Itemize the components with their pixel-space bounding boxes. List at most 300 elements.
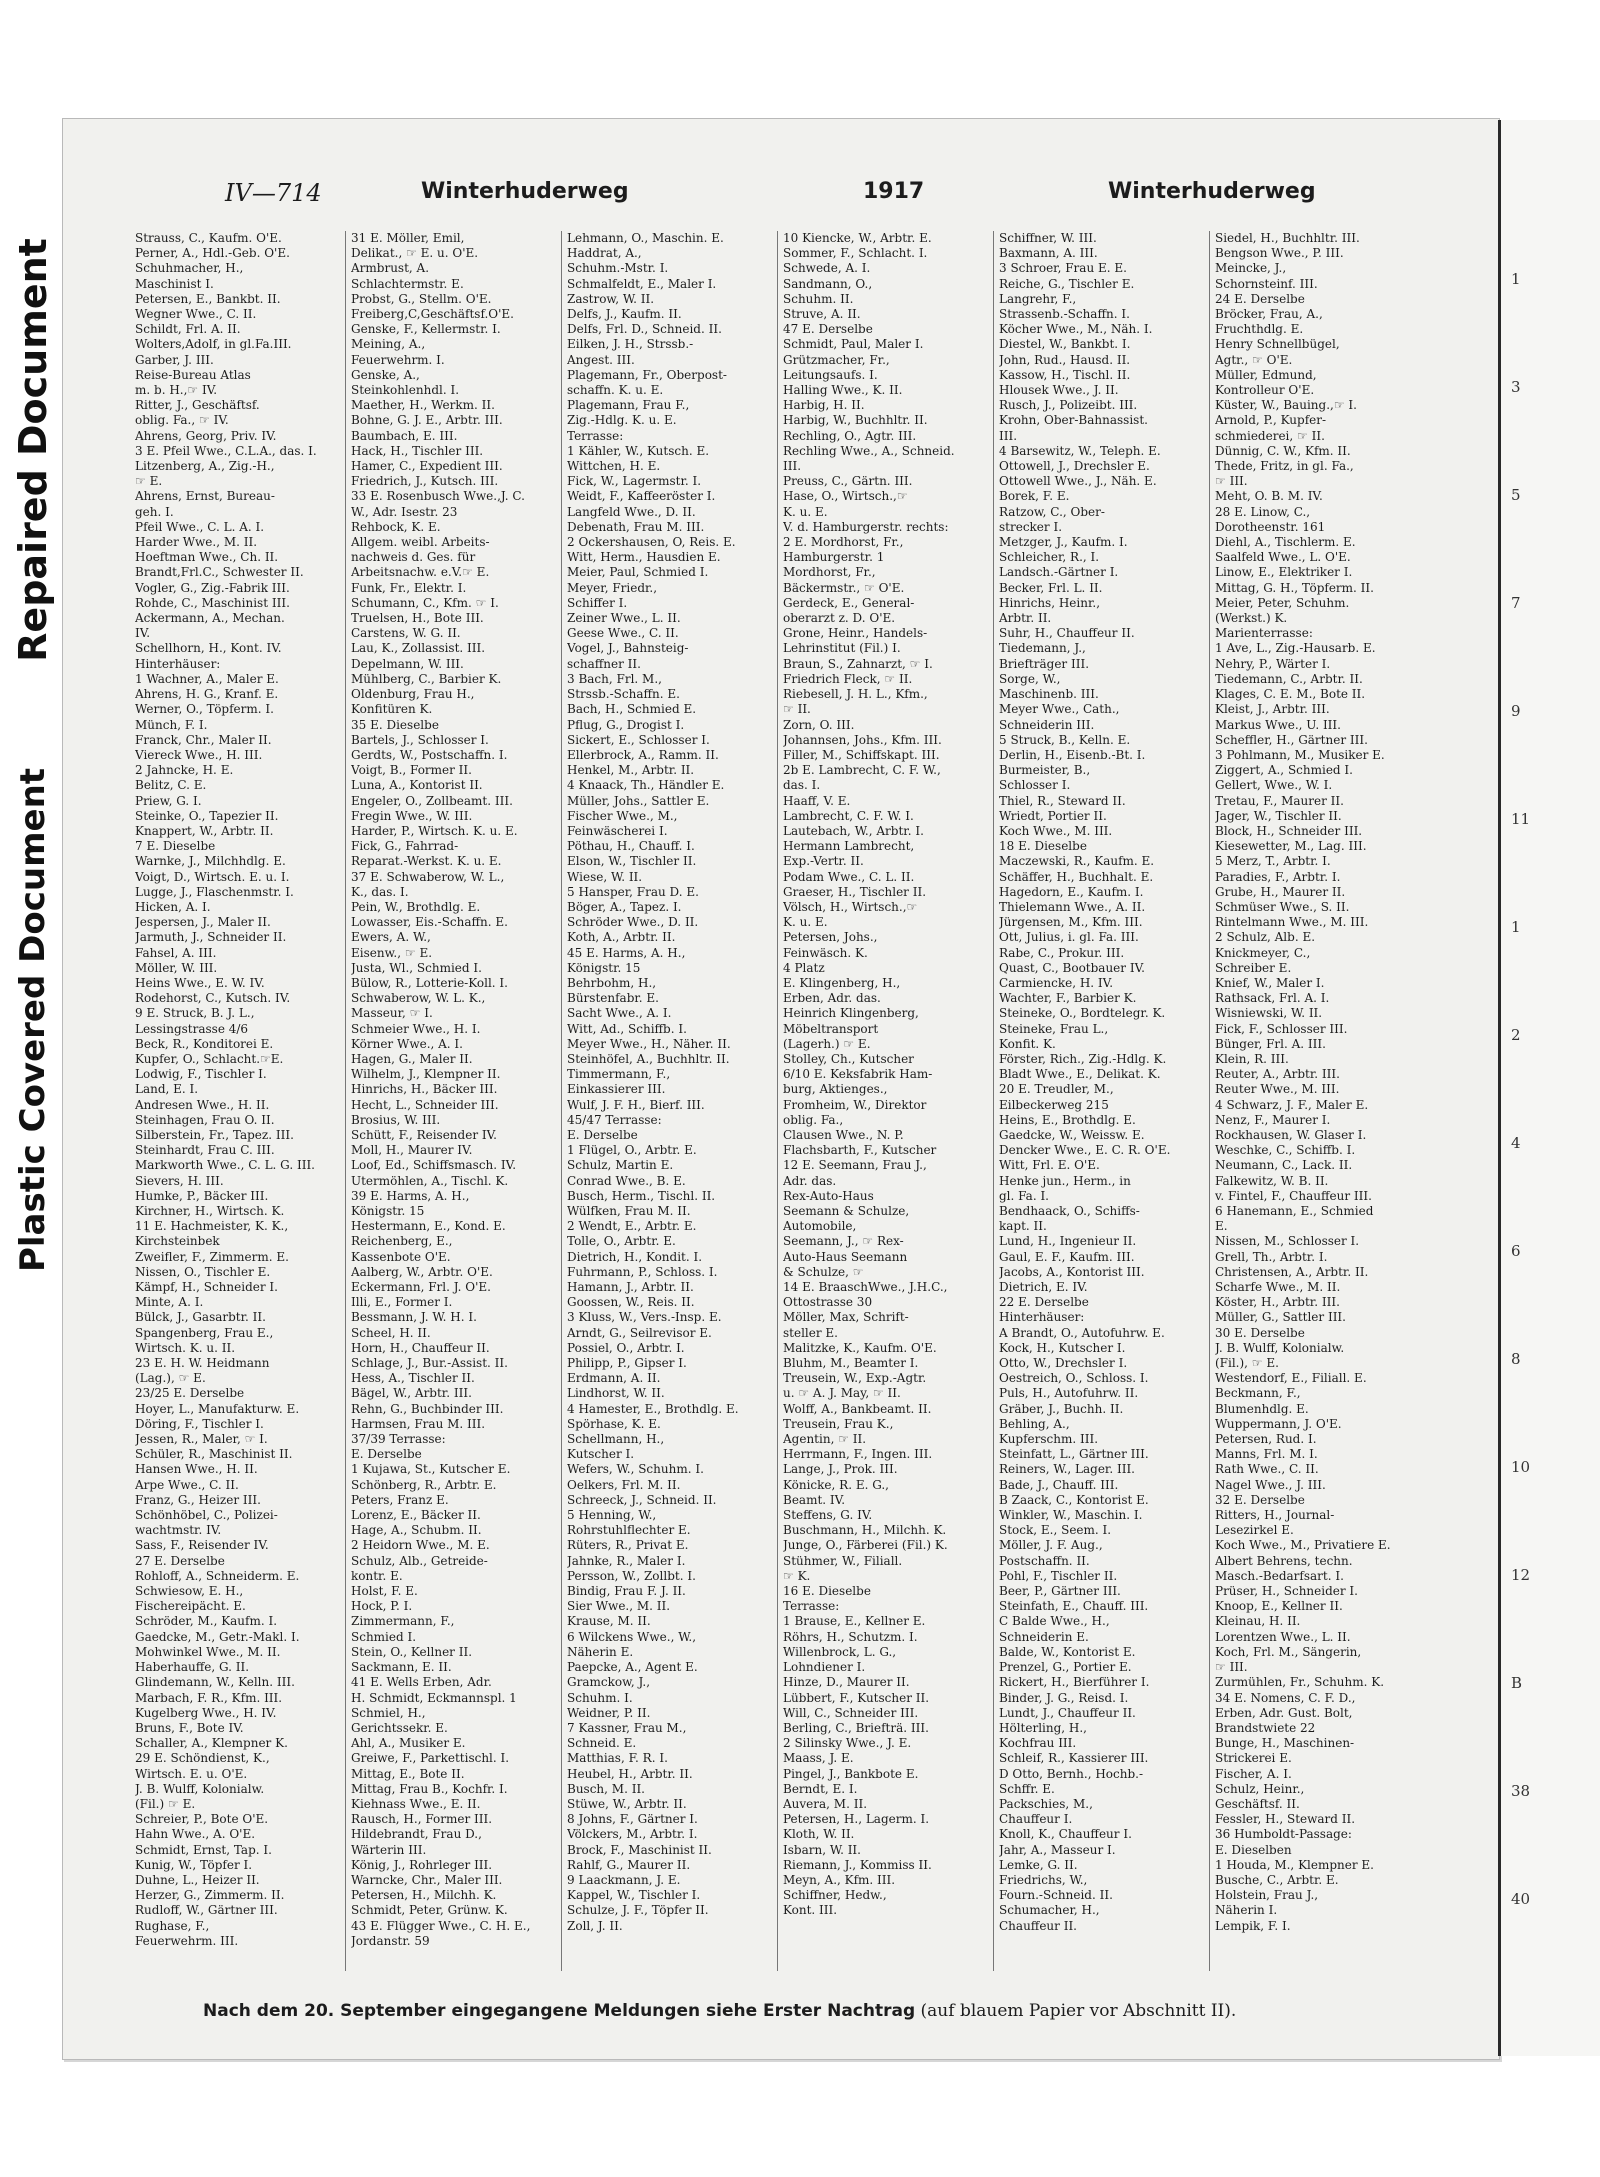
directory-entry-line: Maether, H., Werkm. II. — [351, 398, 495, 413]
directory-entry-line: Sickert, E., Schlosser I. — [567, 732, 710, 747]
directory-entry-line: Warncke, Chr., Maler III. — [351, 1872, 503, 1887]
directory-entry-line: 4 Schwarz, J. F., Maler E. — [1215, 1097, 1369, 1112]
directory-entry-line: Scheffler, H., Gärtner III. — [1215, 732, 1368, 747]
directory-entry-line: 22 E. Derselbe — [999, 1295, 1089, 1310]
directory-entry-line: Stühmer, W., Filiall. — [783, 1553, 903, 1568]
directory-entry-line: Maass, J. E. — [783, 1751, 854, 1766]
directory-entry-line: Carstens, W. G. II. — [351, 626, 461, 641]
directory-entry-line: 10 Kiencke, W., Arbtr. E. — [783, 231, 932, 245]
directory-entry-line: Borek, F. E. — [999, 489, 1070, 504]
directory-entry-line: Wolters,Adolf, in gl.Fa.III. — [135, 337, 292, 352]
directory-entry-line: (Werkst.) K. — [1215, 611, 1288, 626]
directory-entry-line: Buschmann, H., Milchh. K. — [783, 1523, 947, 1538]
gutter-number: 9 — [1511, 702, 1521, 720]
page-number: IV—714 — [225, 179, 322, 207]
directory-entry-line: 43 E. Flügger Wwe., C. H. E., — [351, 1918, 531, 1933]
directory-entry-line: Falkewitz, W. B. II. — [1215, 1173, 1329, 1188]
directory-entry-line: Rudloff, W., Gärtner III. — [135, 1903, 278, 1918]
directory-entry-line: Schreiber E. — [1215, 960, 1292, 975]
directory-entry-line: kapt. II. — [999, 1219, 1047, 1234]
directory-entry-line: C Balde Wwe., H., — [999, 1614, 1110, 1629]
directory-entry-line: Erben, Adr. das. — [783, 991, 881, 1006]
directory-entry-line: Linow, E., Elektriker I. — [1215, 565, 1353, 580]
directory-entry-line: Koch Wwe., M., Privatiere E. — [1215, 1538, 1391, 1553]
directory-entry-line: Meining, A., — [351, 337, 426, 352]
gutter-number: 10 — [1511, 1458, 1531, 1476]
directory-entry-line: Strssb.-Schaffn. E. — [567, 687, 680, 702]
directory-entry-line: Erdmann, A. II. — [567, 1371, 661, 1386]
directory-entry-line: nachweis d. Ges. für — [351, 550, 476, 565]
directory-entry-line: Gaedcke, W., Weissw. E. — [999, 1127, 1145, 1142]
directory-entry-line: 20 E. Treudler, M., — [999, 1082, 1114, 1097]
directory-entry-line: Rehn, G., Buchbinder III. — [351, 1401, 504, 1416]
directory-entry-line: Genske, A., — [351, 367, 420, 382]
directory-entry-line: Elson, W., Tischler II. — [567, 854, 697, 869]
street-title-right: Winterhuderweg — [1108, 179, 1316, 204]
directory-entry-line: Baxmann, A. III. — [999, 246, 1098, 261]
repaired-document-tab — [0, 170, 68, 730]
directory-entry-line: Meincke, J., — [1215, 261, 1287, 276]
directory-entry-line: Sacht Wwe., A. I. — [567, 1006, 672, 1021]
directory-entry-line: Reichenberg, E., — [351, 1234, 453, 1249]
directory-entry-line: Kont. III. — [783, 1903, 838, 1918]
directory-entry-line: Ellerbrock, A., Ramm. II. — [567, 747, 719, 762]
directory-entry-line: K. u. E. — [783, 504, 828, 519]
directory-entry-line: Kupferschm. III. — [999, 1432, 1099, 1447]
directory-entry-line: Wärterin III. — [351, 1842, 427, 1857]
directory-entry-line: Diestel, W., Bankbt. I. — [999, 337, 1131, 352]
directory-entry-line: 3 E. Pfeil Wwe., C.L.A., das. I. — [135, 443, 317, 458]
directory-entry-line: Hack, H., Tischler III. — [351, 443, 484, 458]
directory-entry-line: Terrasse: — [783, 1599, 840, 1614]
directory-entry-line: Sass, F., Reisender IV. — [135, 1538, 269, 1553]
directory-entry-line: 3 Pohlmann, M., Musiker E. — [1215, 747, 1385, 762]
directory-entry-line: Hinze, D., Maurer II. — [783, 1675, 910, 1690]
directory-entry-line: Rath Wwe., C. II. — [1215, 1462, 1319, 1477]
directory-entry-line: IV. — [135, 626, 151, 641]
directory-entry-line: (Fil.) ☞ E. — [135, 1796, 196, 1811]
directory-entry-line: Plagemann, Fr., Oberpost- — [567, 367, 727, 382]
directory-entry-line: Minte, A. I. — [135, 1295, 204, 1310]
directory-entry-line: Eilbeckerweg 215 — [999, 1097, 1109, 1112]
directory-entry-line: Schaller, A., Klempner K. — [135, 1736, 288, 1751]
directory-entry-line: Rohde, C., Maschinist III. — [135, 595, 290, 610]
directory-entry-line: Lempik, F. I. — [1215, 1918, 1291, 1933]
directory-entry-line: E. Klingenberg, H., — [783, 975, 901, 990]
directory-entry-line: Meier, Peter, Schuhm. — [1215, 595, 1350, 610]
directory-entry-line: Fourn.-Schneid. II. — [999, 1888, 1113, 1903]
directory-entry-line: 7 Kassner, Frau M., — [567, 1720, 687, 1735]
directory-entry-line: Viereck Wwe., H. III. — [135, 747, 263, 762]
directory-entry-line: Brosius, W. III. — [351, 1112, 441, 1127]
directory-entry-line: Schulz, Heinr., — [1215, 1781, 1305, 1796]
gutter-number: 5 — [1511, 486, 1521, 504]
directory-entry-line: König, J., Rohrleger III. — [351, 1857, 493, 1872]
directory-entry-line: Rintelmann Wwe., M. III. — [1215, 915, 1369, 930]
directory-entry-line: Chauffeur I. — [999, 1812, 1073, 1827]
directory-entry-line: Steinke, O., Tapezier II. — [135, 808, 279, 823]
directory-entry-line: Franck, Chr., Maler II. — [135, 732, 272, 747]
directory-entry-line: Adr. das. — [783, 1173, 837, 1188]
directory-entry-line: Schiffner, W. III. — [999, 231, 1097, 245]
directory-entry-line: Kassow, H., Tischl. II. — [999, 367, 1131, 382]
directory-entry-line: Perner, A., Hdl.-Geb. O'E. — [135, 246, 290, 261]
directory-entry-line: Dietrich, H., Kondit. I. — [567, 1249, 703, 1264]
directory-entry-line: Bülck, J., Gasarbtr. II. — [135, 1310, 266, 1325]
directory-entry-line: Persson, W., Zollbt. I. — [567, 1568, 696, 1583]
directory-entry-line: Rechling Wwe., A., Schneid. — [783, 443, 955, 458]
directory-entry-line: Grell, Th., Arbtr. I. — [1215, 1249, 1328, 1264]
directory-entry-line: Möller, Max, Schrift- — [783, 1310, 909, 1325]
directory-entry-line: Rabe, C., Prokur. III. — [999, 945, 1125, 960]
directory-entry-line: Beck, R., Konditorei E. — [135, 1036, 274, 1051]
directory-entry-line: Reparat.-Werkst. K. u. E. — [351, 854, 502, 869]
directory-entry-line: 37 E. Schwaberow, W. L., — [351, 869, 505, 884]
directory-entry-line: Peters, Franz E. — [351, 1492, 449, 1507]
directory-entry-line: Harmsen, Frau M. III. — [351, 1416, 486, 1431]
directory-entry-line: Fick, W., Lagermstr. I. — [567, 474, 702, 489]
directory-entry-line: Knickmeyer, C., — [1215, 945, 1311, 960]
directory-entry-line: Hermann Lambrecht, — [783, 839, 915, 854]
directory-entry-line: Dünnig, C. W., Kfm. II. — [1215, 443, 1351, 458]
directory-entry-line: Hock, P. I. — [351, 1599, 413, 1614]
directory-entry-line: Berling, C., Briefträ. III. — [783, 1720, 929, 1735]
directory-entry-line: Lohndiener I. — [783, 1660, 866, 1675]
directory-entry-line: Hölterling, H., — [999, 1720, 1087, 1735]
directory-entry-line: Hinrichs, Heinr., — [999, 595, 1101, 610]
directory-entry-line: Voigt, D., Wirtsch. E. u. I. — [135, 869, 290, 884]
directory-entry-line: Hoyer, L., Manufakturw. E. — [135, 1401, 300, 1416]
directory-entry-line: Schröder Wwe., D. II. — [567, 915, 699, 930]
directory-entry-line: Schleicher, R., I. — [999, 550, 1100, 565]
gutter-number: 3 — [1511, 378, 1521, 396]
directory-entry-line: Jespersen, J., Maler II. — [135, 915, 271, 930]
directory-entry-line: Spangenberg, Frau E., — [135, 1325, 274, 1340]
directory-entry-line: Beer, P., Gärtner III. — [999, 1584, 1121, 1599]
directory-entry-line: Fick, F., Schlosser III. — [1215, 1021, 1348, 1036]
directory-entry-line: Schmüser Wwe., S. II. — [1215, 899, 1350, 914]
gutter-number: 38 — [1511, 1782, 1531, 1800]
directory-entry-line: Lesezirkel E. — [1215, 1523, 1294, 1538]
directory-entry-line: Eckermann, Frl. J. O'E. — [351, 1280, 491, 1295]
directory-entry-line: Fischer Wwe., M., — [567, 808, 678, 823]
directory-entry-line: Kutscher I. — [567, 1447, 635, 1462]
directory-entry-line: Harbig, H. II. — [783, 398, 865, 413]
directory-entry-line: Ottowell, J., Drechsler E. — [999, 459, 1150, 474]
directory-entry-line: Jahnke, R., Maler I. — [567, 1553, 686, 1568]
directory-entry-line: Münch, F. I. — [135, 717, 208, 732]
directory-entry-line: Bägel, W., Arbtr. III. — [351, 1386, 472, 1401]
directory-entry-line: Witt, Ad., Schiffb. I. — [567, 1021, 687, 1036]
directory-entry-line: Gerdts, W., Postschaffn. I. — [351, 747, 508, 762]
directory-entry-line: Kontrolleur O'E. — [1215, 383, 1315, 398]
directory-entry-line: Land, E. I. — [135, 1082, 199, 1097]
footer-note-bold: Nach dem 20. September eingegangene Meldungen siehe Erster Nachtrag — [203, 2001, 916, 2021]
directory-entry-line: Grützmacher, Fr., — [783, 352, 890, 367]
directory-entry-line: 2 Wendt, E., Arbtr. E. — [567, 1219, 697, 1234]
directory-entry-line: Bröcker, Frau, A., — [1215, 307, 1323, 322]
directory-entry-line: Hagedorn, E., Kaufm. I. — [999, 884, 1144, 899]
directory-entry-line: Henke jun., Herm., in — [999, 1173, 1131, 1188]
directory-entry-line: Heins Wwe., E. W. IV. — [135, 975, 265, 990]
directory-entry-line: Rex-Auto-Haus — [783, 1188, 874, 1203]
directory-entry-line: Reuter Wwe., M. III. — [1215, 1082, 1340, 1097]
directory-entry-line: Schmidt, Ernst, Tap. I. — [135, 1842, 272, 1857]
directory-entry-line: 9 Laackmann, J. E. — [567, 1872, 681, 1887]
directory-entry-line: Sorge, W., — [999, 671, 1061, 686]
directory-entry-line: Schneiderin E. — [999, 1629, 1089, 1644]
footer-note — [203, 2001, 1236, 2021]
directory-entry-line: 29 E. Schöndienst, K., — [135, 1751, 270, 1766]
directory-entry-line: Zig.-Hdlg. K. u. E. — [567, 413, 677, 428]
directory-entry-line: Delfs, Frl. D., Schneid. II. — [567, 322, 722, 337]
directory-entry-line: Ott, Julius, i. gl. Fa. III. — [999, 930, 1139, 945]
directory-entry-line: Paepcke, A., Agent E. — [567, 1660, 698, 1675]
directory-entry-line: Hase, O., Wirtsch.,☞ — [783, 489, 908, 504]
directory-entry-line: Stein, O., Kellner II. — [351, 1644, 473, 1659]
gutter-number: 1 — [1511, 270, 1521, 288]
directory-entry-line: Flachsbarth, F., Kutscher — [783, 1143, 937, 1158]
directory-entry-line: Kleinau, H. II. — [1215, 1614, 1301, 1629]
directory-entry-line: m. b. H.,☞ IV. — [135, 383, 218, 398]
directory-entry-line: Podam Wwe., C. L. II. — [783, 869, 915, 884]
directory-entry-line: Kleist, J., Arbtr. III. — [1215, 702, 1330, 717]
directory-entry-line: Wirtsch. E. u. O'E. — [135, 1766, 248, 1781]
directory-entry-line: u. ☞ A. J. May, ☞ II. — [783, 1386, 901, 1401]
directory-entry-line: 35 E. Dieselbe — [351, 717, 439, 732]
directory-entry-line: Meyn, A., Kfm. III. — [783, 1872, 896, 1887]
directory-entry-line: Gaedcke, M., Getr.-Makl. I. — [135, 1629, 300, 1644]
gutter-number: 4 — [1511, 1134, 1521, 1152]
directory-entry-line: 31 E. Möller, Emil, — [351, 231, 465, 245]
directory-entry-line: Kupfer, O., Schlacht.☞E. — [135, 1051, 284, 1066]
directory-entry-line: geh. I. — [135, 504, 174, 519]
directory-entry-line: Luna, A., Kontorist II. — [351, 778, 483, 793]
directory-entry-line: Köcher Wwe., M., Näh. I. — [999, 322, 1153, 337]
directory-entry-line: Müller, Johs., Sattler E. — [567, 793, 710, 808]
directory-entry-line: Schuhm. I. — [567, 1690, 633, 1705]
directory-entry-line: Lange, J., Prok. III. — [783, 1462, 898, 1477]
directory-entry-line: Langfeld Wwe., D. II. — [567, 504, 696, 519]
directory-entry-line: Rickert, H., Bierführer I. — [999, 1675, 1150, 1690]
directory-entry-line: Berndt, E. I. — [783, 1781, 858, 1796]
directory-entry-line: Tretau, F., Maurer II. — [1215, 793, 1344, 808]
directory-entry-line: Kunig, W., Töpfer I. — [135, 1857, 253, 1872]
plastic-covered-document-tab — [0, 740, 68, 1300]
directory-entry-line: Franz, G., Heizer III. — [135, 1492, 261, 1507]
column-5 — [999, 231, 1204, 1971]
directory-entry-line: Feuerwehrm. III. — [135, 1933, 239, 1948]
directory-entry-line: Klein, R. III. — [1215, 1051, 1289, 1066]
directory-entry-line: wachtmstr. IV. — [135, 1523, 222, 1538]
directory-entry-line: Körner Wwe., A. I. — [351, 1036, 463, 1051]
directory-entry-line: Spörhase, K. E. — [567, 1416, 661, 1431]
directory-entry-line: Steinkohlenhdl. I. — [351, 383, 460, 398]
directory-entry-line: Bülow, R., Lotterie-Koll. I. — [351, 975, 508, 990]
directory-entry-line: Fischer, A. I. — [1215, 1766, 1292, 1781]
directory-entry-line: Näherin I. — [1215, 1903, 1278, 1918]
directory-entry-line: Engeler, O., Zollbeamt. III. — [351, 793, 513, 808]
directory-entry-line: Könicke, R. E. G., — [783, 1477, 889, 1492]
directory-entry-line: 7 E. Dieselbe — [135, 839, 216, 854]
directory-entry-line: Schellmann, H., — [567, 1432, 665, 1447]
directory-entry-line: Schulz, Martin E. — [567, 1158, 674, 1173]
directory-entry-line: Eilken, J. H., Strssb.- — [567, 337, 694, 352]
directory-entry-line: Geese Wwe., C. II. — [567, 626, 679, 641]
directory-entry-line: Knoll, K., Chauffeur I. — [999, 1827, 1132, 1842]
directory-entry-line: Werner, O., Töpferm. I. — [135, 702, 274, 717]
directory-entry-line: Stüwe, W., Arbtr. II. — [567, 1796, 687, 1811]
directory-entry-line: Schneid. E. — [567, 1736, 637, 1751]
year-title: 1917 — [863, 179, 925, 204]
directory-entry-line: Meyer Wwe., H., Näher. II. — [567, 1036, 731, 1051]
directory-entry-line: Hestermann, E., Kond. E. — [351, 1219, 506, 1234]
directory-entry-line: Schellhorn, H., Kont. IV. — [135, 641, 282, 656]
directory-entry-line: Krohn, Ober-Bahnassist. — [999, 413, 1148, 428]
directory-entry-line: Winkler, W., Maschin. I. — [999, 1508, 1143, 1523]
directory-entry-line: Christensen, A., Arbtr. II. — [1215, 1264, 1369, 1279]
directory-entry-line: gl. Fa. I. — [999, 1188, 1049, 1203]
directory-entry-line: oberarzt z. D. O'E. — [783, 611, 896, 626]
directory-entry-line: Bade, J., Chauff. III. — [999, 1477, 1119, 1492]
directory-entry-line: (Fil.), ☞ E. — [1215, 1356, 1279, 1371]
directory-entry-line: Pflug, G., Drogist I. — [567, 717, 685, 732]
directory-entry-line: Strassenb.-Schaffn. I. — [999, 307, 1130, 322]
directory-entry-line: Köster, H., Arbtr. III. — [1215, 1295, 1340, 1310]
directory-entry-line: Struve, A. II. — [783, 307, 861, 322]
directory-entry-line: Wirtsch. K. u. II. — [135, 1340, 236, 1355]
directory-entry-line: Lübbert, F., Kutscher II. — [783, 1690, 930, 1705]
directory-entry-line: Kochfrau III. — [999, 1736, 1077, 1751]
directory-entry-line: Ritters, H., Journal- — [1215, 1508, 1335, 1523]
directory-entry-line: Aalberg, W., Arbtr. O'E. — [351, 1264, 493, 1279]
directory-entry-line: Einkassierer III. — [567, 1082, 666, 1097]
directory-entry-line: Angest. III. — [567, 352, 635, 367]
column-rule — [777, 231, 778, 1971]
directory-entry-line: Bindig, Frau F. J. II. — [567, 1584, 686, 1599]
directory-entry-line: Mittag, E., Bote II. — [351, 1766, 465, 1781]
page-header — [163, 179, 1439, 219]
directory-entry-line: Exp.-Vertr. II. — [783, 854, 864, 869]
directory-entry-line: Garber, J. III. — [135, 352, 214, 367]
directory-entry-line: 37/39 Terrasse: — [351, 1432, 446, 1447]
directory-entry-line: Neumann, C., Lack. II. — [1215, 1158, 1353, 1173]
directory-entry-line: Paradies, F., Arbtr. I. — [1215, 869, 1341, 884]
directory-entry-line: Schiffner, Hedw., — [783, 1888, 887, 1903]
directory-entry-line: Stock, E., Seem. I. — [999, 1523, 1112, 1538]
directory-entry-line: 24 E. Derselbe — [1215, 291, 1305, 306]
directory-entry-line: 1 Houda, M., Klempner E. — [1215, 1857, 1374, 1872]
directory-entry-line: Prenzel, G., Portier E. — [999, 1660, 1132, 1675]
directory-entry-line: Hahn Wwe., A. O'E. — [135, 1827, 256, 1842]
directory-entry-line: Duhne, L., Heizer II. — [135, 1872, 260, 1887]
directory-entry-line: Bunge, H., Maschinen- — [1215, 1736, 1355, 1751]
directory-entry-line: Nagel Wwe., J. III. — [1215, 1477, 1326, 1492]
directory-entry-line: Feinwäsch. K. — [783, 945, 868, 960]
directory-entry-line: Thede, Fritz, in gl. Fa., — [1215, 459, 1354, 474]
directory-entry-line: Lindhorst, W. II. — [567, 1386, 665, 1401]
directory-entry-line: Graeser, H., Tischler II. — [783, 884, 927, 899]
directory-entry-line: 2 Heidorn Wwe., M. E. — [351, 1538, 490, 1553]
directory-entry-line: Delikat., ☞ E. u. O'E. — [351, 246, 479, 261]
directory-entry-line: Klages, C. E. M., Bote II. — [1215, 687, 1366, 702]
directory-entry-line: Voigt, B., Former II. — [351, 763, 472, 778]
footer-note-regular: (auf blauem Papier vor Abschnitt II). — [915, 2001, 1237, 2021]
directory-entry-line: Brandt,Frl.C., Schwester II. — [135, 565, 304, 580]
directory-entry-line: Warnke, J., Milchhdlg. E. — [135, 854, 286, 869]
directory-entry-line: Herrmann, F., Ingen. III. — [783, 1447, 933, 1462]
directory-entry-line: Filler, M., Schiffskapt. III. — [783, 747, 940, 762]
directory-entry-line: Freiberg,C,Geschäftsf.O'E. — [351, 307, 514, 322]
directory-entry-line: v. Fintel, F., Chauffeur III. — [1215, 1188, 1372, 1203]
directory-entry-line: Kassenbote O'E. — [351, 1249, 451, 1264]
directory-entry-line: Rohloff, A., Schneiderm. E. — [135, 1568, 300, 1583]
directory-entry-line: Rathsack, Frl. A. I. — [1215, 991, 1330, 1006]
directory-entry-line: Busch, M. II. — [567, 1781, 645, 1796]
directory-entry-line: Weschke, C., Schiffb. I. — [1215, 1143, 1356, 1158]
directory-entry-line: Silberstein, Fr., Tapez. III. — [135, 1127, 294, 1142]
directory-entry-line: Schwaberow, W. L. K., — [351, 991, 486, 1006]
directory-entry-line: Wefers, W., Schuhm. I. — [567, 1462, 704, 1477]
directory-entry-line: Lessingstrasse 4/6 — [135, 1021, 249, 1036]
directory-entry-line: Sandmann, O., — [783, 276, 873, 291]
directory-entry-line: B Zaack, C., Kontorist E. — [999, 1492, 1149, 1507]
directory-entry-line: Schmalfeldt, E., Maler I. — [567, 276, 717, 291]
directory-entry-line: Andresen Wwe., H. II. — [135, 1097, 270, 1112]
directory-entry-line: Clausen Wwe., N. P. — [783, 1127, 904, 1142]
directory-entry-line: Maschinist I. — [135, 276, 214, 291]
directory-entry-line: Quast, C., Bootbauer IV. — [999, 960, 1145, 975]
directory-entry-line: Rohrstuhlflechter E. — [567, 1523, 691, 1538]
directory-entry-line: Agentin, ☞ II. — [783, 1432, 867, 1447]
directory-entry-line: Konfit. K. — [999, 1036, 1056, 1051]
directory-entry-line: Lodwig, F., Tischler I. — [135, 1067, 267, 1082]
directory-entry-line: Metzger, J., Kaufm. I. — [999, 535, 1128, 550]
directory-entry-line: Holst, F. E. — [351, 1584, 418, 1599]
directory-entry-line: Schmeier Wwe., H. I. — [351, 1021, 481, 1036]
directory-entry-line: V. d. Hamburgerstr. rechts: — [783, 519, 949, 534]
directory-entry-line: Gellert, Wwe., W. I. — [1215, 778, 1333, 793]
directory-entry-line: Sier Wwe., M. II. — [567, 1599, 671, 1614]
directory-entry-line: 3 Schroer, Frau E. E. — [999, 261, 1127, 276]
column-1 — [135, 231, 340, 1971]
directory-entry-line: 45/47 Terrasse: — [567, 1112, 662, 1127]
directory-entry-line: Preuss, C., Gärtn. III. — [783, 474, 913, 489]
directory-entry-line: 11 E. Hachmeister, K. K., — [135, 1219, 289, 1234]
plastic-covered-document-label: Plastic Covered Document — [13, 767, 54, 1273]
directory-entry-line: Fregin Wwe., W. III. — [351, 808, 473, 823]
directory-entry-line: Becker, Frl. L. II. — [999, 580, 1103, 595]
directory-entry-line: Wegner Wwe., C. II. — [135, 307, 257, 322]
directory-entry-line: Ottostrasse 30 — [783, 1295, 873, 1310]
directory-entry-line: Ottowell Wwe., J., Näh. E. — [999, 474, 1157, 489]
directory-entry-line: Weidt, F., Kaffeeröster I. — [567, 489, 716, 504]
directory-entry-line: Hinterhäuser: — [999, 1310, 1085, 1325]
directory-entry-line: Steinhardt, Frau C. III. — [135, 1143, 275, 1158]
gutter-number: 6 — [1511, 1242, 1521, 1260]
directory-entry-line: Zeiner Wwe., L. II. — [567, 611, 681, 626]
directory-entry-line: strecker I. — [999, 519, 1063, 534]
directory-entry-line: Halling Wwe., K. II. — [783, 383, 903, 398]
directory-entry-line: Philipp, P., Gipser I. — [567, 1356, 687, 1371]
directory-entry-line: ☞ III. — [1215, 1660, 1248, 1675]
directory-entry-line: Busche, C., Arbtr. E. — [1215, 1872, 1339, 1887]
directory-entry-line: III. — [783, 459, 802, 474]
directory-entry-line: Steinhöfel, A., Buchhltr. II. — [567, 1051, 730, 1066]
directory-entry-line: Truelsen, H., Bote III. — [351, 611, 484, 626]
directory-entry-line: Bruns, F., Bote IV. — [135, 1720, 244, 1735]
directory-entry-line: Pöthau, H., Chauff. I. — [567, 839, 695, 854]
